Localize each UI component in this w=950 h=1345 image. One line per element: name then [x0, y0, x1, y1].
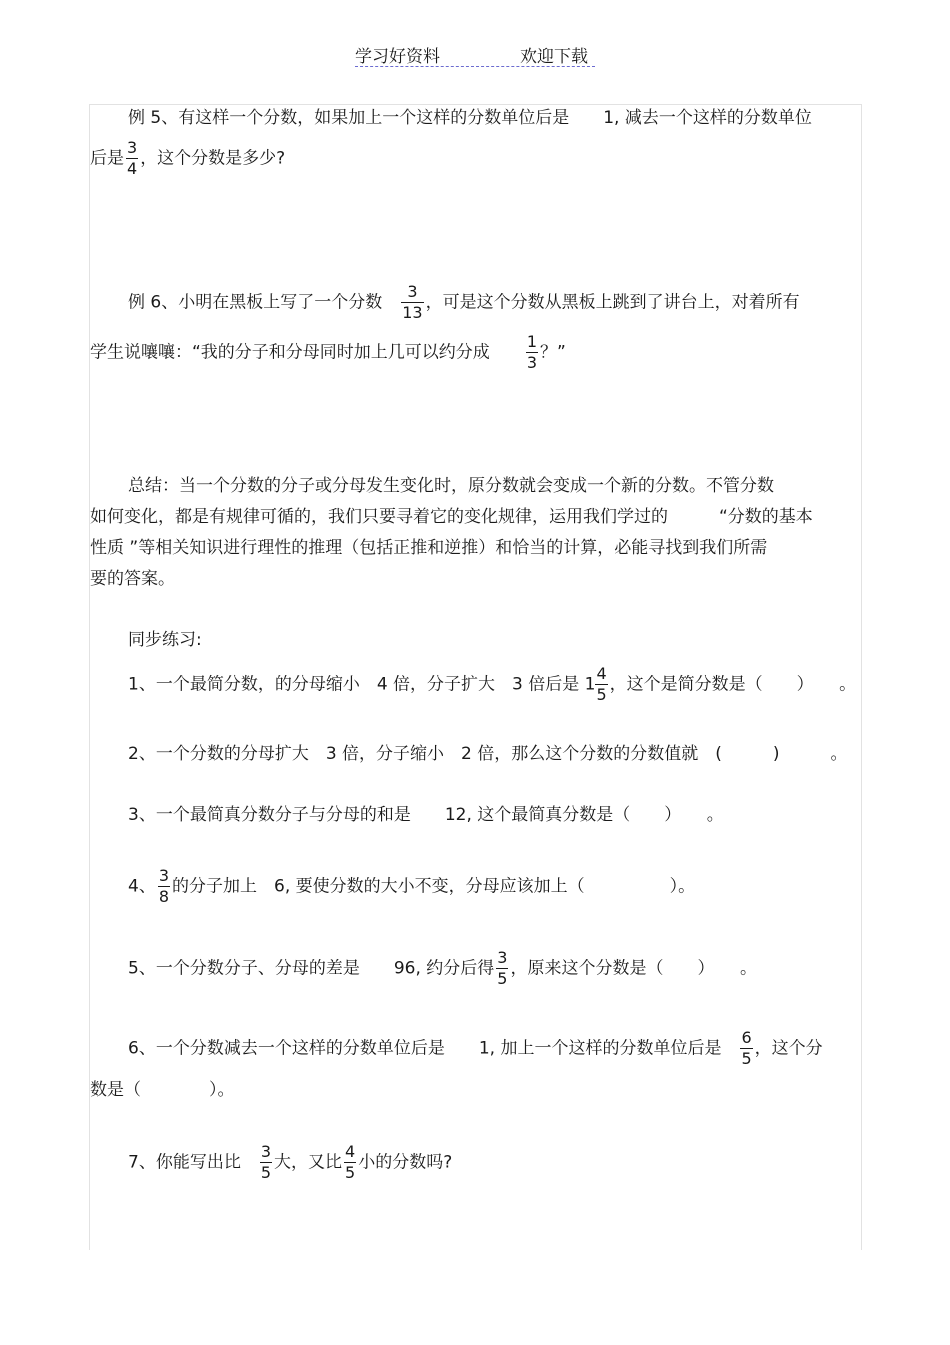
- question-5-blank: ，原来这个分数是（ ） 。: [510, 958, 757, 979]
- example5-question: ，这个分数是多少?: [140, 148, 286, 169]
- fraction-4-5-b: $\frac{4}{5}$: [345, 1142, 356, 1182]
- fraction-1-3: $\frac{1}{3}$: [526, 332, 537, 372]
- question-6-text: 6、一个分数减去一个这样的分数单位后是 1, 加上一个这样的分数单位后是: [128, 1038, 722, 1059]
- fraction-6-5: $\frac{6}{5}$: [741, 1028, 752, 1068]
- example6-line1: [128, 282, 800, 323]
- question-5-text: 5、一个分数分子、分母的差是 96, 约分后得: [128, 958, 495, 979]
- question-6-line2: 数是（ ）。: [90, 1080, 235, 1100]
- question-6-line1: [128, 1028, 823, 1069]
- question-1-blank: ，这个是简分数是（ ） 。: [609, 674, 857, 695]
- example5-line1: 例 5、有这样一个分数，如果加上一个这样的分数单位后是 1, 减去一个这样的分数单位: [128, 108, 812, 128]
- question-4-number: 4、: [128, 876, 156, 897]
- question-1: [128, 664, 856, 705]
- summary-line1: 总结：当一个分数的分子或分母发生变化时，原分数就会变成一个新的分数。不管分数: [128, 476, 774, 496]
- fraction-3-5-b: $\frac{3}{5}$: [260, 1142, 272, 1182]
- question-2: 2、一个分数的分母扩大 3 倍，分子缩小 2 倍，那么这个分数的分数值就 ( ) 。: [128, 744, 848, 764]
- practice-title: 同步练习:: [128, 630, 202, 650]
- fraction-3-8: $\frac{3}{8}$: [158, 866, 170, 906]
- summary-line4: 要的答案。: [90, 569, 175, 589]
- header-right-text: 欢迎下载: [520, 47, 588, 67]
- fraction-3-4: $\frac{3}{4}$: [127, 138, 138, 178]
- example5-line2: [90, 138, 285, 179]
- question-7-text: 7、你能写出比: [128, 1152, 241, 1173]
- example5-text: 后是: [90, 148, 124, 169]
- fraction-3-5: $\frac{3}{5}$: [497, 948, 508, 988]
- header-left-text: 学习好资料: [355, 47, 440, 67]
- fraction-4-5: $\frac{4}{5}$: [596, 664, 607, 704]
- summary-line3: 性质 ”等相关知识进行理性的推理（包括正推和逆推）和恰当的计算，必能寻找到我们所需: [90, 538, 768, 558]
- question-7-text-end: 小的分数吗?: [358, 1152, 453, 1173]
- example6-quote: 学生说嚷嚷：“我的分子和分母同时加上几可以约分成: [90, 342, 490, 363]
- fraction-3-13: $\frac{3}{13}$: [402, 282, 423, 322]
- question-4-text: 的分子加上 6, 要使分数的大小不变，分母应该加上（ ）。: [172, 876, 696, 897]
- example6-text-cont: ，可是这个分数从黑板上跳到了讲台上，对着所有: [425, 292, 800, 313]
- question-7-text-mid: 大，又比: [274, 1152, 343, 1173]
- question-6-text-cont: ，这个分: [754, 1038, 823, 1059]
- example6-line2: [90, 332, 566, 373]
- question-4: [128, 866, 695, 907]
- page-header: [355, 40, 595, 67]
- question-5: [128, 948, 757, 989]
- example6-quote-end: ？”: [540, 342, 566, 363]
- question-1-text: 1、一个最简分数，的分母缩小 4 倍，分子扩大 3 倍后是 1: [128, 674, 596, 695]
- summary-line2: 如何变化，都是有规律可循的，我们只要寻着它的变化规律，运用我们学过的 “分数的基本: [90, 507, 813, 527]
- question-7: [128, 1142, 452, 1183]
- example6-text: 例 6、小明在黑板上写了一个分数: [128, 292, 383, 313]
- question-3: 3、一个最简真分数分子与分母的和是 12, 这个最简真分数是（ ） 。: [128, 805, 724, 825]
